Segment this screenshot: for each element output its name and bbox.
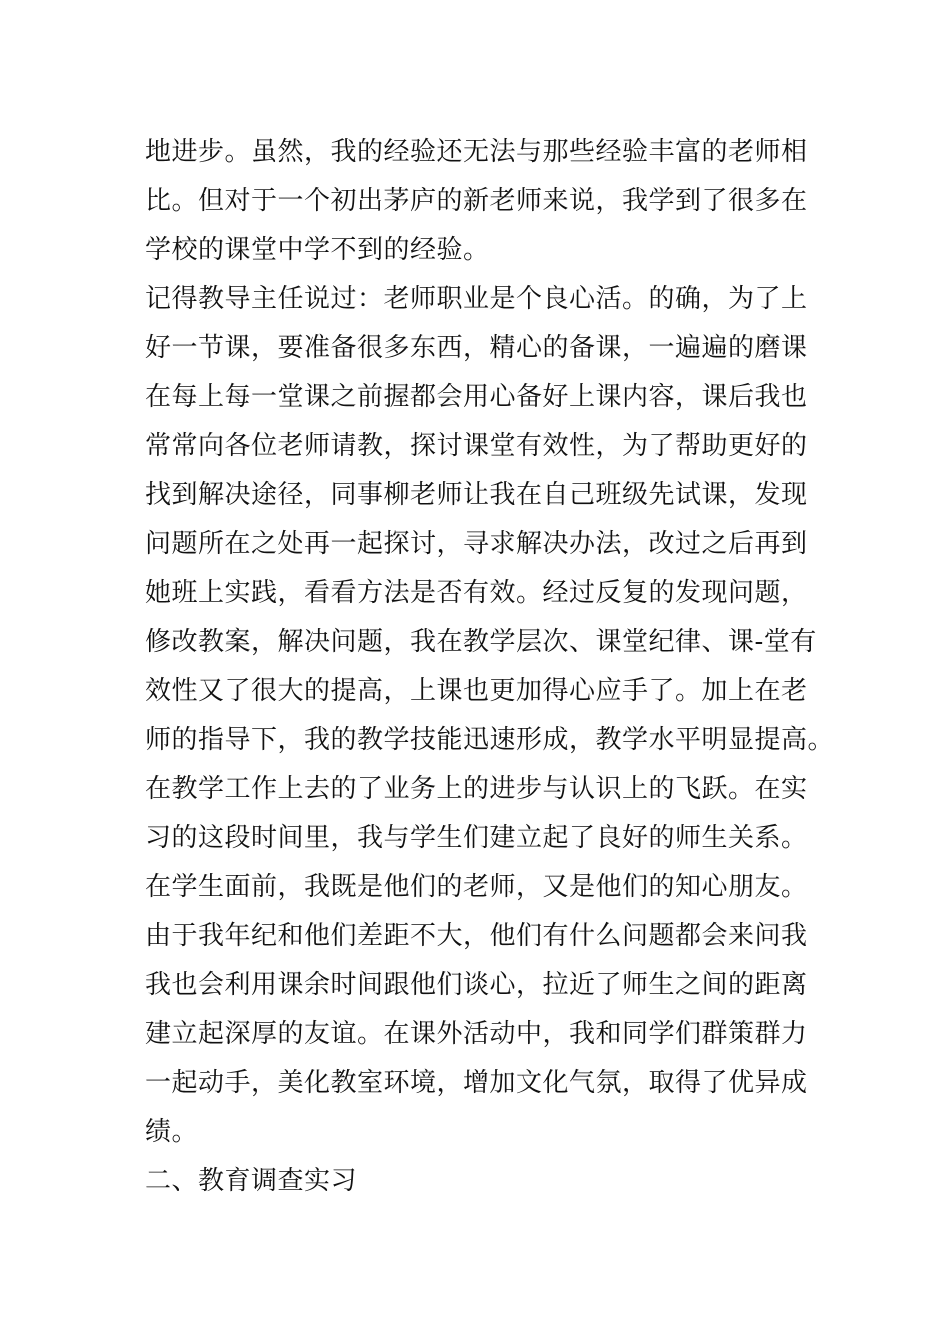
text-line: 记得教导主任说过：老师职业是个良心活。的确，为了上 <box>145 284 808 314</box>
text-line: 她班上实践，看看方法是否有效。经过反复的发现问题， <box>145 578 808 608</box>
text-line: 修改教案，解决问题，我在教学层次、课堂纪律、课-堂有 <box>145 627 817 657</box>
text-line: 在教学工作上去的了业务上的进步与认识上的飞跃。在实 <box>145 774 808 804</box>
text-line: 学校的课堂中学不到的经验。 <box>145 235 490 265</box>
text-line: 好一节课，要准备很多东西，精心的备课，一遍遍的磨课 <box>145 333 808 363</box>
text-line: 常常向各位老师请教，探讨课堂有效性，为了帮助更好的 <box>145 431 808 461</box>
text-line: 比。但对于一个初出茅庐的新老师来说，我学到了很多在 <box>145 186 808 216</box>
text-line: 地进步。虽然，我的经验还无法与那些经验丰富的老师相 <box>145 137 808 167</box>
text-line: 一起动手，美化教室环境，增加文化气氛，取得了优异成 <box>145 1068 808 1098</box>
text-line: 效性又了很大的提高，上课也更加得心应手了。加上在老 <box>145 676 808 706</box>
text-line: 绩。 <box>145 1117 199 1147</box>
text-line: 我也会利用课余时间跟他们谈心，拉近了师生之间的距离 <box>145 970 808 1000</box>
text-line: 师的指导下，我的教学技能迅速形成，教学水平明显提高。 <box>145 725 835 755</box>
text-line: 在学生面前，我既是他们的老师，又是他们的知心朋友。 <box>145 872 808 902</box>
text-line: 由于我年纪和他们差距不大，他们有什么问题都会来问我 <box>145 921 808 951</box>
text-line: 在每上每一堂课之前握都会用心备好上课内容，课后我也 <box>145 382 808 412</box>
body-text <box>145 128 835 1206</box>
section-heading: 二、教育调查实习 <box>145 1166 358 1196</box>
text-line: 找到解决途径，同事柳老师让我在自己班级先试课，发现 <box>145 480 808 510</box>
text-line: 建立起深厚的友谊。在课外活动中，我和同学们群策群力 <box>145 1019 808 1049</box>
text-line: 问题所在之处再一起探讨，寻求解决办法，改过之后再到 <box>145 529 808 559</box>
text-line: 习的这段时间里，我与学生们建立起了良好的师生关系。 <box>145 823 808 853</box>
